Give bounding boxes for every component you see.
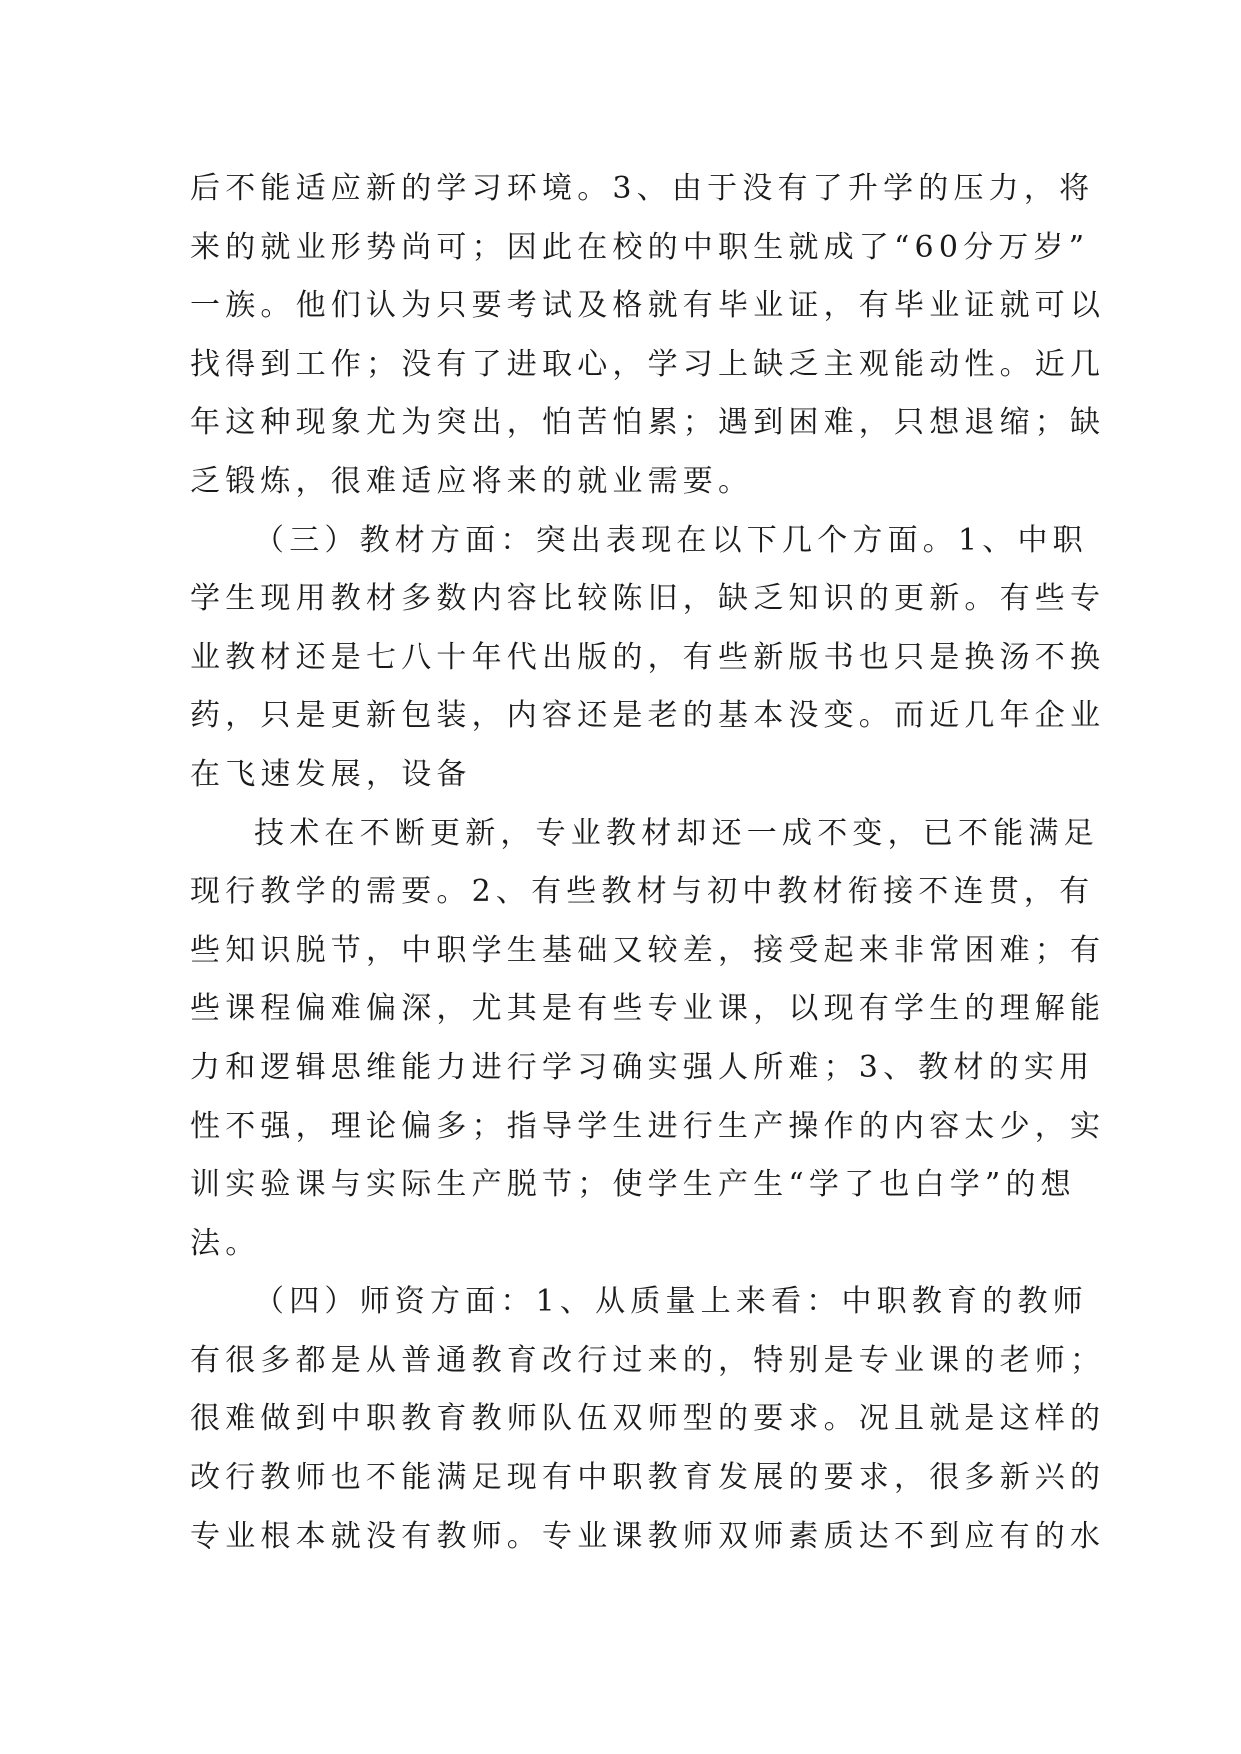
body-text: [190, 160, 1106, 1566]
text-line: 些知识脱节，中职学生基础又较差，接受起来非常困难；有: [190, 932, 1106, 968]
text-line: 来的就业形势尚可；因此在校的中职生就成了“60分万岁”: [190, 229, 1090, 265]
paragraph-start-line: 技术在不断更新，专业教材却还一成不变，已不能满足: [254, 815, 1099, 851]
text-line: 后不能适应新的学习环境。3、由于没有了升学的压力，将: [190, 171, 1095, 206]
text-line: 一族。他们认为只要考试及格就有毕业证，有毕业证就可以: [190, 288, 1106, 324]
text-line: 专业根本就没有教师。专业课教师双师素质达不到应有的水: [190, 1518, 1106, 1554]
text-line: 很难做到中职教育教师队伍双师型的要求。况且就是这样的: [190, 1401, 1106, 1437]
text-line: 年这种现象尤为突出，怕苦怕累；遇到困难，只想退缩；缺: [190, 405, 1106, 441]
text-line: 法。: [190, 1225, 261, 1261]
text-line: 改行教师也不能满足现有中职教育发展的要求，很多新兴的: [190, 1460, 1106, 1496]
text-line: 训实验课与实际生产脱节；使学生产生“学了也白学”的想: [190, 1167, 1076, 1203]
text-line: 药，只是更新包装，内容还是老的基本没变。而近几年企业: [190, 698, 1106, 734]
text-line: 业教材还是七八十年代出版的，有些新版书也只是换汤不换: [190, 639, 1106, 675]
text-line: 找得到工作；没有了进取心，学习上缺乏主观能动性。近几: [190, 346, 1106, 382]
paragraph-start-line: （三）教材方面：突出表现在以下几个方面。1、中职: [254, 522, 1088, 558]
text-line: 现行教学的需要。2、有些教材与初中教材衔接不连贯，有: [190, 874, 1095, 910]
paragraph-start-line: （四）师资方面：1、从质量上来看：中职教育的教师: [254, 1284, 1088, 1320]
text-line: 学生现用教材多数内容比较陈旧，缺乏知识的更新。有些专: [190, 581, 1106, 617]
text-line: 性不强，理论偏多；指导学生进行生产操作的内容太少，实: [190, 1108, 1106, 1144]
text-line: 在飞速发展，设备: [190, 756, 472, 792]
text-line: 些课程偏难偏深，尤其是有些专业课，以现有学生的理解能: [190, 991, 1106, 1027]
text-line: 有很多都是从普通教育改行过来的，特别是专业课的老师；: [190, 1342, 1106, 1378]
text-line: 乏锻炼，很难适应将来的就业需要。: [190, 463, 754, 499]
text-line: 力和逻辑思维能力进行学习确实强人所难；3、教材的实用: [190, 1049, 1095, 1085]
